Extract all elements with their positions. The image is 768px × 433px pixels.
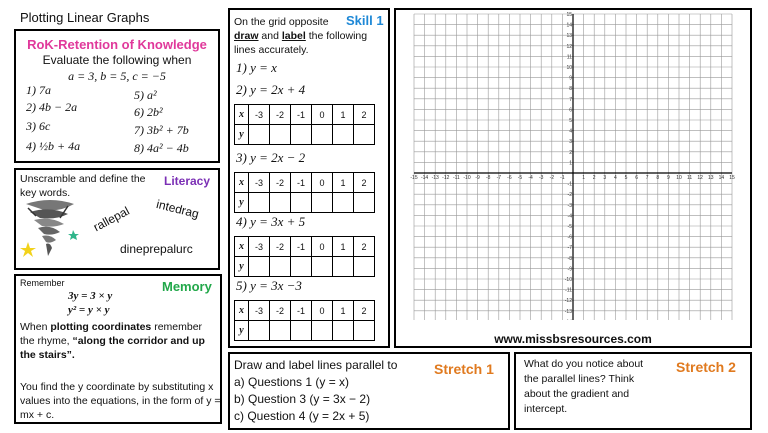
x-tick-label: -7 bbox=[496, 175, 502, 181]
y-tick-label: -4 bbox=[567, 213, 572, 220]
grid-panel bbox=[394, 8, 752, 348]
x-tick-label: 10 bbox=[676, 175, 682, 181]
literacy-word-2: rallepal bbox=[90, 203, 132, 235]
y-tick-label: -6 bbox=[567, 234, 572, 241]
y-tick-label: -13 bbox=[564, 308, 572, 315]
rok-item-1: 1) 7a bbox=[26, 83, 51, 97]
y-tick-label: 11 bbox=[566, 54, 572, 61]
rok-instruction: Evaluate the following when bbox=[42, 53, 192, 67]
y-tick-label: 2 bbox=[569, 149, 572, 156]
x-tick-label: -13 bbox=[431, 175, 439, 181]
stretch1-item-b: b) Question 3 (y = 3x − 2) bbox=[234, 392, 371, 406]
memory-formula-1: 3y = 3 × y bbox=[68, 290, 113, 302]
y-tick-label: -5 bbox=[567, 224, 572, 230]
x-tick-label: -6 bbox=[507, 175, 512, 181]
x-tick-label: -11 bbox=[452, 175, 460, 181]
y-tick-label: 14 bbox=[566, 22, 572, 29]
memory-substitute-text: You find the y coordinate by substituting x values into the equations, in the form of y = mx + c. bbox=[20, 381, 221, 421]
x-tick-label: 7 bbox=[645, 175, 649, 181]
value-table: x -3 -2 -1 0 1 2 y bbox=[234, 300, 375, 341]
x-tick-label: -9 bbox=[475, 175, 480, 181]
x-tick-label: 1 bbox=[582, 175, 585, 181]
skill1-question-1: 1) y = x bbox=[236, 60, 277, 75]
literacy-heading: Literacy bbox=[164, 174, 211, 188]
x-tick-label: 5 bbox=[624, 175, 628, 181]
x-tick-label: 8 bbox=[656, 175, 660, 181]
memory-formula-2: y² = y × y bbox=[68, 304, 110, 316]
y-tick-label: -12 bbox=[564, 298, 572, 305]
stretch2-panel bbox=[514, 352, 752, 430]
skill1-question-2: 2) y = 2x + 4 bbox=[236, 82, 306, 97]
rok-item-2: 2) 4b − 2a bbox=[26, 100, 78, 114]
x-tick-label: -15 bbox=[410, 175, 418, 181]
rok-item-7: 7) 3b² + 7b bbox=[134, 123, 189, 137]
y-tick-label: -11 bbox=[565, 287, 572, 294]
page-title: Plotting Linear Graphs bbox=[20, 10, 150, 25]
y-tick-label: -8 bbox=[567, 255, 572, 262]
y-tick-label: -9 bbox=[567, 266, 572, 273]
literacy-word-1: intedrag bbox=[154, 196, 201, 222]
value-table: x -3 -2 -1 0 1 2 y bbox=[234, 104, 375, 145]
x-tick-label: -1 bbox=[560, 175, 565, 181]
x-tick-label: 14 bbox=[718, 175, 725, 181]
x-tick-label: -8 bbox=[485, 175, 491, 181]
stretch1-panel bbox=[228, 352, 510, 430]
y-tick-label: -7 bbox=[567, 245, 572, 252]
x-tick-label: 3 bbox=[603, 175, 607, 181]
x-tick-label: 6 bbox=[635, 175, 638, 181]
x-tick-label: -10 bbox=[463, 175, 471, 181]
y-tick-label bbox=[565, 319, 572, 320]
y-tick-label: 4 bbox=[569, 128, 572, 135]
y-tick-label: -1 bbox=[567, 181, 572, 188]
y-tick-label: 7 bbox=[569, 96, 572, 103]
y-tick-label: -10 bbox=[564, 277, 572, 283]
y-tick-label: 13 bbox=[566, 33, 572, 40]
x-tick-label: -12 bbox=[442, 175, 450, 181]
memory-rhyme-text: When plotting coordinates remember the rhyme, “along the corridor and up the stairs”. bbox=[20, 321, 205, 361]
skill1-question-3: 3) y = 2x − 2 bbox=[236, 150, 306, 165]
skill1-question-5: 5) y = 3x −3 bbox=[236, 278, 302, 293]
y-tick-label: 5 bbox=[569, 118, 572, 124]
x-tick-label: 9 bbox=[667, 175, 670, 181]
stretch1-item-c: c) Question 4 (y = 2x + 5) bbox=[234, 409, 370, 423]
literacy-word-3: dineprepalurc bbox=[120, 242, 193, 256]
x-tick-label: -2 bbox=[549, 175, 555, 181]
memory-remember-label: Remember bbox=[20, 278, 65, 288]
rok-values: a = 3, b = 5, c = −5 bbox=[68, 69, 166, 83]
skill1-heading: Skill 1 bbox=[346, 13, 384, 28]
stretch1-intro: Draw and label lines parallel to bbox=[234, 358, 398, 372]
tornado-icon bbox=[20, 196, 80, 264]
rok-item-6: 6) 2b² bbox=[134, 105, 163, 119]
memory-heading: Memory bbox=[162, 279, 212, 294]
stretch1-heading: Stretch 1 bbox=[434, 361, 494, 377]
rok-item-3: 3) 6c bbox=[26, 119, 51, 133]
coordinate-grid[interactable] bbox=[396, 10, 750, 320]
skill1-intro-b: draw and label the following bbox=[234, 30, 368, 42]
stretch2-heading: Stretch 2 bbox=[676, 359, 736, 375]
x-tick-label: -5 bbox=[517, 175, 523, 181]
y-tick-label: 9 bbox=[569, 75, 572, 82]
stretch2-line-1: What do you notice about bbox=[524, 358, 644, 370]
memory-panel bbox=[14, 274, 222, 424]
y-tick-label: -3 bbox=[567, 202, 572, 209]
value-table: x -3 -2 -1 0 1 2 y bbox=[234, 172, 375, 213]
rok-heading: RoK-Retention of Knowledge bbox=[27, 37, 207, 52]
skill1-question-4: 4) y = 3x + 5 bbox=[236, 214, 306, 229]
value-table: x -3 -2 -1 0 1 2 y bbox=[234, 236, 375, 277]
stretch2-line-2: the parallel lines? Think bbox=[524, 373, 635, 385]
y-tick-label: 1 bbox=[569, 160, 572, 167]
x-tick-label: 11 bbox=[686, 175, 693, 181]
y-tick-label: 12 bbox=[566, 43, 572, 50]
skill1-panel bbox=[228, 8, 390, 348]
x-tick-label: -14 bbox=[420, 175, 429, 181]
y-tick-label: 15 bbox=[566, 12, 572, 18]
rok-item-8: 8) 4a² − 4b bbox=[134, 141, 189, 155]
y-tick-label: 3 bbox=[569, 139, 572, 146]
x-tick-label: 15 bbox=[729, 175, 735, 181]
literacy-panel bbox=[14, 168, 220, 270]
skill1-intro-c: lines accurately. bbox=[234, 44, 309, 56]
rok-item-5: 5) a² bbox=[134, 88, 157, 102]
x-tick-label: 2 bbox=[592, 175, 596, 181]
literacy-intro: Unscramble and define the key words. bbox=[20, 173, 146, 199]
x-tick-label: -3 bbox=[538, 175, 544, 181]
stretch2-line-3: about the gradient and bbox=[524, 388, 630, 400]
y-tick-label: 10 bbox=[566, 65, 572, 71]
x-tick-label: 4 bbox=[614, 175, 617, 181]
stretch1-item-a: a) Questions 1 (y = x) bbox=[234, 375, 350, 389]
stretch2-line-4: intercept. bbox=[524, 403, 568, 415]
rok-item-4: 4) ½b + 4a bbox=[26, 139, 81, 153]
rok-panel bbox=[14, 29, 220, 163]
x-tick-label: -4 bbox=[528, 175, 533, 181]
x-tick-label: 12 bbox=[697, 175, 703, 181]
y-tick-label: 6 bbox=[569, 107, 572, 114]
website-url: www.missbsresources.com bbox=[494, 332, 652, 346]
x-tick-label: 13 bbox=[708, 175, 714, 181]
skill1-intro-a: On the grid opposite bbox=[234, 16, 329, 28]
y-tick-label: 8 bbox=[569, 86, 572, 93]
y-tick-label: -2 bbox=[567, 192, 572, 199]
